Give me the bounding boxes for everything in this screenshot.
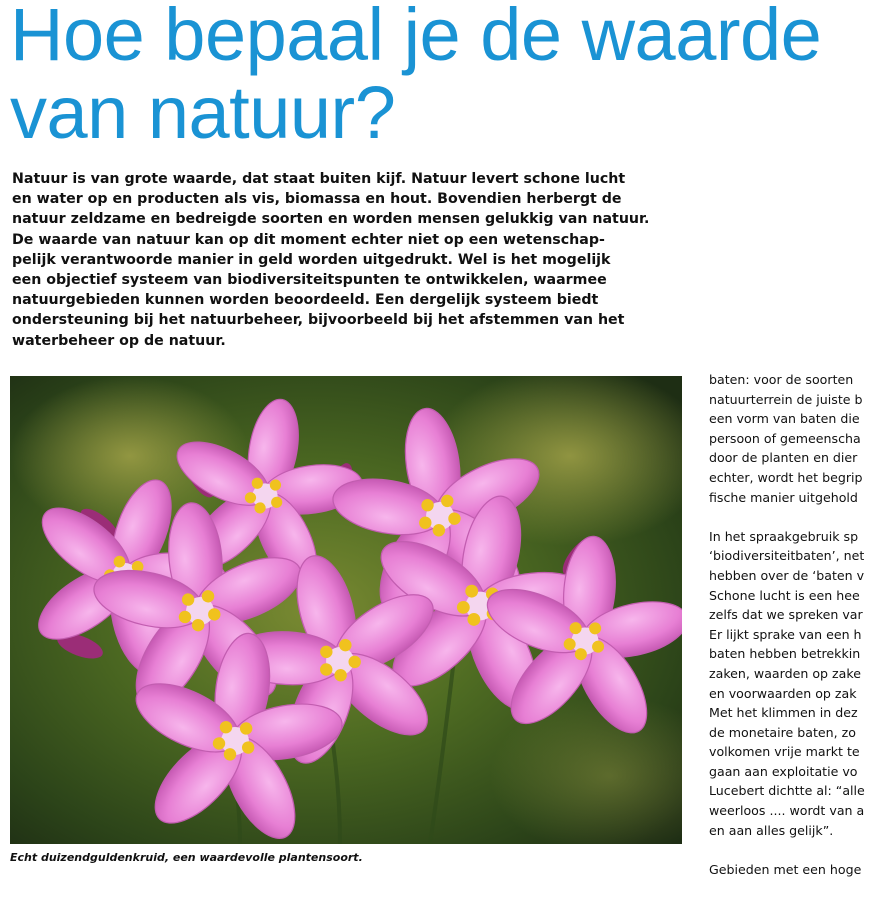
body-line: natuurterrein de juiste b: [709, 391, 863, 407]
intro-line: pelijk verantwoorde manier in geld worden uitgedrukt. Wel is het mogelijk: [12, 251, 611, 268]
body-line: door de planten en dier: [709, 450, 858, 466]
body-line: fische manier uitgehold: [709, 489, 858, 505]
body-line: In het spraakgebruik sp: [709, 528, 859, 544]
body-line: gaan aan exploitatie vo: [709, 763, 858, 779]
intro-line: natuurgebieden kunnen worden beoordeeld. Een dergelijk systeem biedt: [12, 292, 599, 309]
body-line: baten hebben betrekkin: [709, 646, 861, 662]
body-paragraph-1: [709, 370, 873, 507]
flower-photo: [10, 376, 682, 844]
body-line: baten: voor de soorten: [709, 372, 854, 387]
body-line: Er lijkt sprake van een h: [709, 626, 862, 642]
body-line: volkomen vrije markt te: [709, 744, 860, 760]
body-line: zelfs dat we spreken var: [709, 607, 863, 623]
intro-paragraph: [12, 169, 702, 351]
body-column: [709, 370, 873, 899]
body-line: ‘biodiversiteitbaten’, net: [709, 548, 865, 564]
body-line: Gebieden met een hoge: [709, 861, 862, 877]
body-line: echter, wordt het begrip: [709, 469, 863, 485]
intro-line: Natuur is van grote waarde, dat staat buiten kijf. Natuur levert schone lucht: [12, 171, 626, 187]
body-line: Lucebert dichtte al: “alle: [709, 783, 865, 799]
body-line: en voorwaarden op zak: [709, 685, 857, 701]
body-line: persoon of gemeenscha: [709, 430, 861, 446]
intro-line: ondersteuning bij het natuurbeheer, bijvoorbeeld bij het afstemmen van het: [12, 312, 625, 329]
body-line: hebben over de ‘baten v: [709, 567, 865, 583]
body-line: weerloos .... wordt van a: [709, 803, 865, 819]
article-title-line-1: Hoe bepaal je de waarde: [10, 0, 822, 76]
body-paragraph-2: [709, 527, 873, 841]
intro-line: De waarde van natuur kan op dit moment echter niet op een wetenschap-: [12, 231, 605, 248]
article-title: [10, 0, 873, 152]
intro-line: natuur zeldzame en bedreigde soorten en worden mensen gelukkig van natuur.: [12, 211, 650, 228]
intro-line: een objectief systeem van biodiversiteitspunten te ontwikkelen, waarmee: [12, 272, 607, 289]
body-line: de monetaire baten, zo: [709, 724, 856, 740]
body-line: en aan alles gelijk”.: [709, 822, 834, 838]
body-paragraph-3: [709, 860, 873, 880]
body-line: Schone lucht is een hee: [709, 587, 860, 603]
article-title-line-2: van natuur?: [10, 71, 396, 154]
flower-illustration: [10, 376, 682, 844]
intro-line: en water op en producten als vis, biomassa en hout. Bovendien herbergt de: [12, 191, 622, 208]
body-line: zaken, waarden op zake: [709, 665, 861, 681]
intro-line: waterbeheer op de natuur.: [12, 332, 226, 349]
body-line: Met het klimmen in dez: [709, 705, 858, 721]
body-line: een vorm van baten die: [709, 411, 860, 427]
photo-caption: Echt duizendguldenkruid, een waardevolle plantensoort.: [10, 851, 363, 864]
